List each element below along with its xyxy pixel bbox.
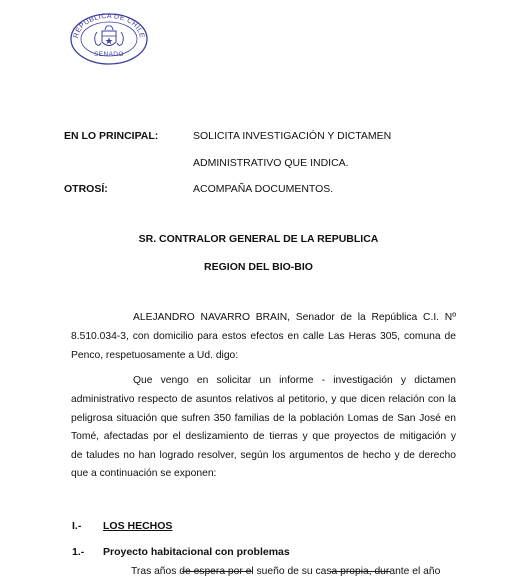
seal-bottom-text: SENADO — [94, 51, 124, 58]
otrosi-label: OTROSÍ: — [64, 183, 108, 195]
paragraph2-line: Que vengo en solicitar un informe - investigación y dictamen — [133, 375, 456, 386]
paragraph2-line: que a continuación se exponen: — [71, 468, 217, 479]
principal-text-line2: ADMINISTRATIVO QUE INDICA. — [193, 157, 349, 169]
handwritten-mark — [182, 571, 252, 572]
otrosi-text: ACOMPAÑA DOCUMENTOS. — [193, 183, 334, 195]
paragraph2-line: de taludes no han logrado resolver, según los argumentos de hecho y de derecho — [71, 450, 456, 461]
paragraph2-line: Tomé, afectadas por el deslizamiento de tierras y que proyectos de mitigación y — [71, 431, 456, 442]
paragraph1-line: ALEJANDRO NAVARRO BRAIN, Senador de la República C.I. Nº — [133, 312, 456, 323]
cutoff-text-line: Tras años de espera por el sueño de su casa propia, durante el año — [131, 566, 441, 577]
paragraph2-line: administrativo respecto de asuntos relativos al petitorio, y que dicen relación con la — [71, 394, 456, 405]
principal-text-line1: SOLICITA INVESTIGACIÓN Y DICTAMEN — [193, 130, 392, 142]
handwritten-mark — [330, 571, 390, 572]
addressee-line2: REGION DEL BIO-BIO — [204, 261, 313, 273]
section-title: LOS HECHOS — [103, 520, 173, 532]
subsection-number: 1.- — [72, 546, 85, 558]
principal-label: EN LO PRINCIPAL: — [64, 130, 159, 142]
seal-top-text: REPUBLICA DE CHILE — [72, 12, 146, 39]
section-number: I.- — [72, 520, 82, 532]
paragraph1-line: Penco, respetuosamente a Ud. digo: — [71, 350, 239, 361]
subsection-title: Proyecto habitacional con problemas — [103, 546, 290, 558]
paragraph1-line: 8.510.034-3, con domicilio para estos efectos en calle Las Heras 305, comuna de — [71, 331, 456, 342]
addressee-line1: SR. CONTRALOR GENERAL DE LA REPUBLICA — [138, 233, 379, 245]
paragraph2-line: peligrosa situación que sufren 350 familias de la población Lomas de San José en — [71, 413, 456, 424]
